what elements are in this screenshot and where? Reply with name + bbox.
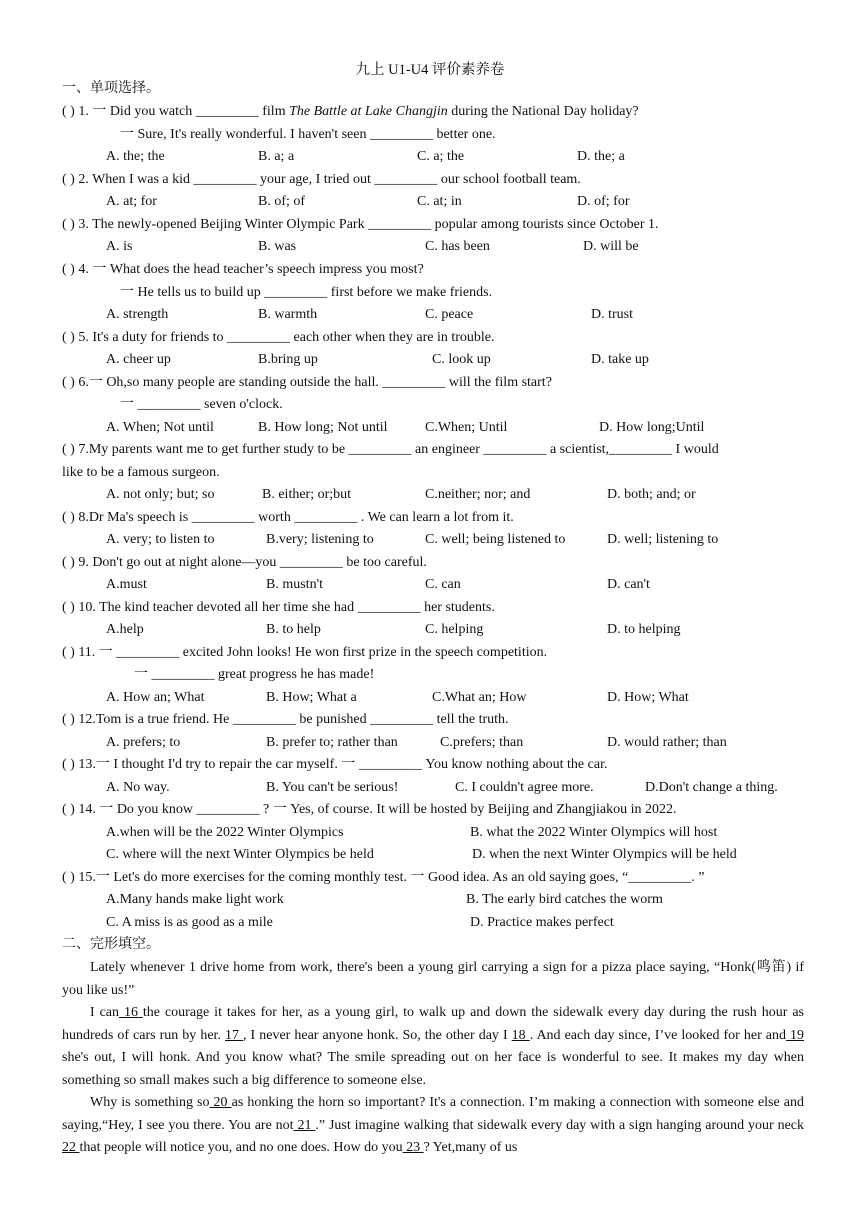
question-8-option-d: D. well; listening to (607, 532, 719, 547)
question-11-option-a: A. How an; What (106, 690, 205, 705)
question-1-option-c: C. a; the (417, 149, 465, 164)
blank-19: 19 (785, 1027, 805, 1043)
question-14-option-d: D. when the next Winter Olympics will be held (472, 847, 737, 862)
cloze-paragraph-3: Why is something so 20 as honking the horn so important? It's a connection. I’m making a connection with someone else and saying,“Hey, I see you there. You are not 21 .” Just imagine walking that sidewalk every day with a sign hanging around your neck 22 that people will notice you, and no one does. How do you 23 ? Yet,many of us (62, 1095, 805, 1155)
question-11-option-b: B. How; What a (266, 690, 357, 705)
question-6-option-d: D. How long;Until (599, 420, 705, 435)
question-5-stem: ( ) 5. It's a duty for friends to _________ each other when they are in trouble. (62, 330, 495, 345)
question-13-option-a: A. No way. (106, 780, 170, 795)
question-2-option-c: C. at; in (417, 194, 462, 209)
question-15-option-a: A.Many hands make light work (106, 892, 284, 907)
question-6-option-a: A. When; Not until (106, 420, 214, 435)
question-1-option-d: D. the; a (577, 149, 625, 164)
question-5-option-d: D. take up (591, 352, 649, 367)
question-12-option-b: B. prefer to; rather than (266, 735, 398, 750)
question-9-option-c: C. can (425, 577, 461, 592)
cloze-paragraph-1: Lately whenever 1 drive home from work, there's been a young girl carrying a sign for a pizza place saying, “Honk(鸣笛) if you like us!” (62, 960, 804, 998)
question-3-stem: ( ) 3. The newly-opened Beijing Winter Olympic Park _________ popular among tourists since October 1. (62, 217, 659, 232)
question-8-option-b: B.very; listening to (266, 532, 374, 547)
question-11-stem: ( ) 11. 一 _________ excited John looks! He won first prize in the speech competition. (62, 645, 548, 660)
question-9-stem: ( ) 9. Don't go out at night alone—you _________ be too careful. (62, 555, 427, 570)
question-13-option-b: B. You can't be serious! (266, 780, 399, 795)
section-heading-single-choice: 一、单项选择。 (62, 81, 160, 96)
cloze-paragraph-2: I can 16 the courage it takes for her, as a young girl, to walk up and down the sidewalk every day during the rush hour as hundreds of cars run by her. 17 , I never hear anyone honk. So, the other day I 18 . And each day since, I’ve looked for her and 19 she's out, I will honk. And you know what? The smile spreading out on her face is wonderful to see. It makes my day when something so small makes such a big difference to someone else. (62, 1005, 805, 1088)
question-1-stem: ( ) 1. 一 Did you watch _________ film The Battle at Lake Changjin during the National Day holiday? (62, 104, 639, 119)
question-15-option-b: B. The early bird catches the worm (466, 892, 663, 907)
question-4-stem-2: 一 He tells us to build up _________ first before we make friends. (120, 285, 493, 300)
blank-22: 22 (62, 1140, 80, 1155)
question-10-option-c: C. helping (425, 622, 484, 637)
question-2-option-a: A. at; for (106, 194, 157, 209)
question-12-stem: ( ) 12.Tom is a true friend. He _________ be punished _________ tell the truth. (62, 712, 509, 727)
cloze-passage (62, 957, 804, 1160)
question-11-option-c: C.What an; How (432, 690, 527, 705)
question-9-option-d: D. can't (607, 577, 650, 592)
question-10-stem: ( ) 10. The kind teacher devoted all her time she had _________ her students. (62, 600, 495, 615)
blank-17: 17 (224, 1027, 244, 1043)
question-3-option-d: D. will be (583, 239, 639, 254)
question-6-stem-2: 一 _________ seven o'clock. (120, 397, 283, 412)
question-1-option-a: A. the; the (106, 149, 165, 164)
question-12-option-a: A. prefers; to (106, 735, 181, 750)
blank-18: 18 (511, 1027, 530, 1043)
question-13-option-d: D.Don't change a thing. (645, 780, 778, 795)
question-9-option-a: A.must (106, 577, 147, 592)
question-4-option-a: A. strength (106, 307, 169, 322)
question-8-option-a: A. very; to listen to (106, 532, 215, 547)
question-5-option-b: B.bring up (258, 352, 318, 367)
question-8-option-c: C. well; being listened to (425, 532, 566, 547)
question-4-option-d: D. trust (591, 307, 633, 322)
question-5-option-a: A. cheer up (106, 352, 171, 367)
question-10-option-b: B. to help (266, 622, 321, 637)
question-15-stem: ( ) 15.一 Let's do more exercises for the coming monthly test. 一 Good idea. As an old saying goes, “_________. ” (62, 870, 705, 885)
blank-16: 16 (119, 1005, 143, 1020)
question-11-stem-2: 一 _________ great progress he has made! (134, 667, 375, 682)
question-5-option-c: C. look up (432, 352, 491, 367)
question-3-option-a: A. is (106, 239, 133, 254)
question-12-option-c: C.prefers; than (440, 735, 524, 750)
question-3-option-b: B. was (258, 239, 297, 254)
question-3-option-c: C. has been (425, 239, 490, 254)
question-10-option-d: D. to helping (607, 622, 681, 637)
question-2-option-b: B. of; of (258, 194, 306, 209)
question-7-option-a: A. not only; but; so (106, 487, 215, 502)
question-12-option-d: D. would rather; than (607, 735, 727, 750)
question-6-option-c: C.When; Until (425, 420, 508, 435)
question-6-option-b: B. How long; Not until (258, 420, 388, 435)
question-1-stem-2: 一 Sure, It's really wonderful. I haven't seen _________ better one. (120, 127, 496, 142)
question-13-stem: ( ) 13.一 I thought I'd try to repair the car myself. 一 _________ You know nothing about the car. (62, 757, 608, 772)
question-13-option-c: C. I couldn't agree more. (455, 780, 594, 795)
question-7-option-b: B. either; or;but (262, 487, 352, 502)
question-1-option-b: B. a; a (258, 149, 295, 164)
question-4-option-c: C. peace (425, 307, 474, 322)
question-10-option-a: A.help (106, 622, 144, 637)
question-6-stem: ( ) 6.一 Oh,so many people are standing outside the hall. _________ will the film start? (62, 375, 552, 390)
question-7-stem-2: like to be a famous surgeon. (62, 465, 220, 480)
question-15-option-c: C. A miss is as good as a mile (106, 915, 273, 930)
question-2-stem: ( ) 2. When I was a kid _________ your age, I tried out _________ our school football team. (62, 172, 581, 187)
question-7-option-c: C.neither; nor; and (425, 487, 531, 502)
question-2-option-d: D. of; for (577, 194, 630, 209)
section-heading-cloze: 二、完形填空。 (62, 937, 160, 952)
blank-20: 20 (209, 1095, 232, 1110)
question-14-option-a: A.when will be the 2022 Winter Olympics (106, 825, 344, 840)
exam-title: 九上 U1-U4 评价素养卷 (355, 62, 505, 78)
question-4-option-b: B. warmth (258, 307, 318, 322)
question-9-option-b: B. mustn't (266, 577, 323, 592)
question-15-option-d: D. Practice makes perfect (470, 915, 614, 930)
question-14-option-c: C. where will the next Winter Olympics be held (106, 847, 374, 862)
blank-21: 21 (293, 1117, 316, 1133)
question-8-stem: ( ) 8.Dr Ma's speech is _________ worth _________ . We can learn a lot from it. (62, 510, 514, 525)
film-title: The Battle at Lake Changjin (289, 104, 448, 119)
question-14-stem: ( ) 14. 一 Do you know _________ ? 一 Yes, of course. It will be hosted by Beijing and Zhangjiakou in 2022. (62, 802, 677, 817)
question-7-option-d: D. both; and; or (607, 487, 696, 502)
question-11-option-d: D. How; What (607, 690, 689, 705)
blank-23: 23 (402, 1140, 424, 1155)
question-14-option-b: B. what the 2022 Winter Olympics will host (470, 825, 718, 840)
question-7-stem: ( ) 7.My parents want me to get further study to be _________ an engineer _________ a scientist,_________ I would (62, 442, 719, 457)
question-4-stem: ( ) 4. 一 What does the head teacher’s speech impress you most? (62, 262, 424, 277)
